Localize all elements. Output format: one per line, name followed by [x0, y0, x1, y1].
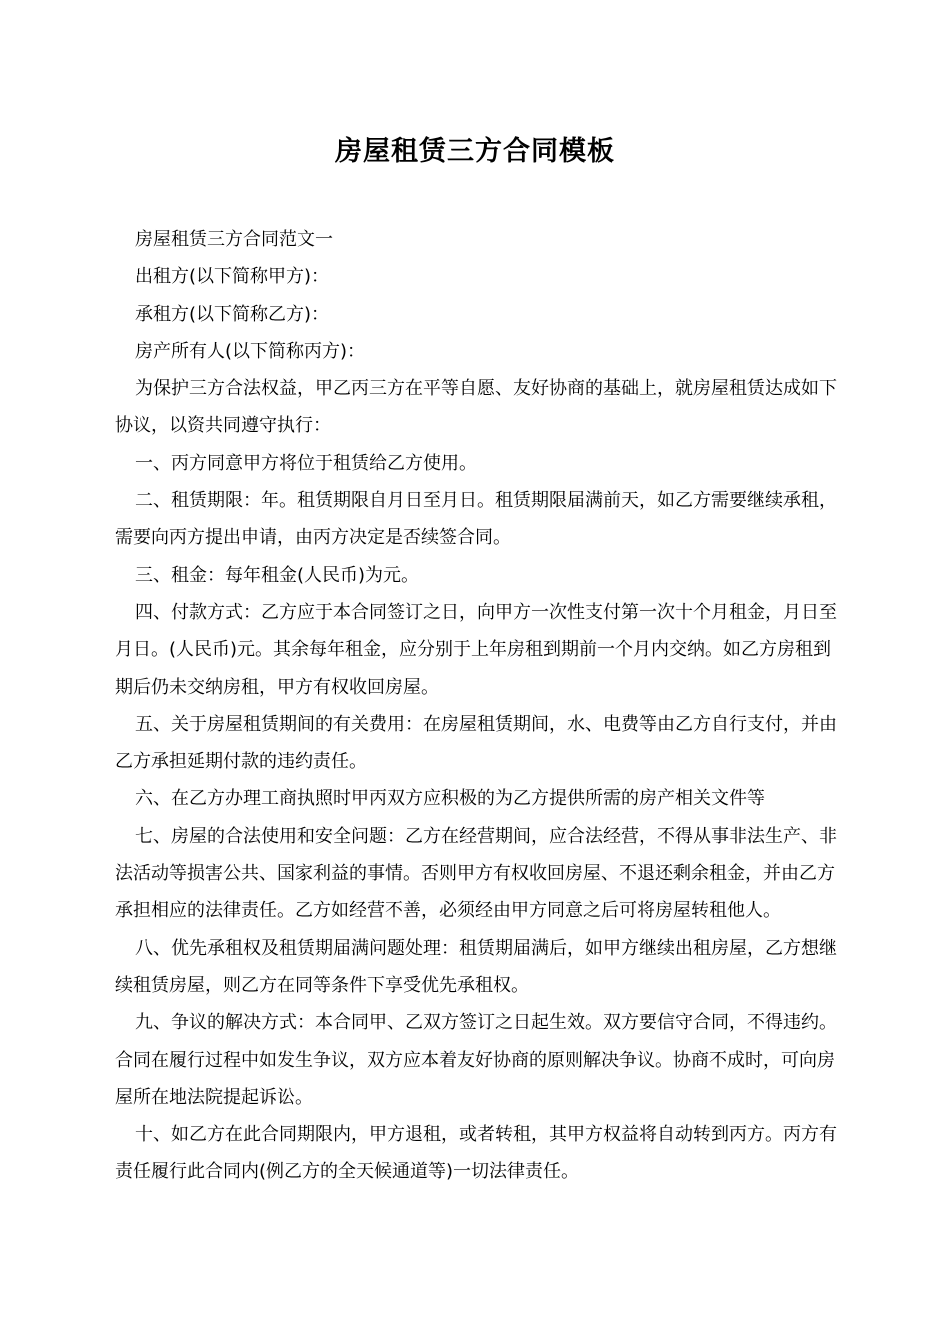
clause-4: 四、付款方式：乙方应于本合同签订之日，向甲方一次性支付第一次十个月租金，月日至月日。(人民币)元。其余每年租金，应分别于上年房租到期前一个月内交纳。如乙方房租到期后仍未交纳房租，甲方有权收回房屋。 [115, 601, 837, 698]
clause-3: 三、租金：每年租金(人民币)为元。 [135, 564, 420, 586]
clause-7: 七、房屋的合法使用和安全问题：乙方在经营期间，应合法经营，不得从事非法生产、非法活动等损害公共、国家利益的事情。否则甲方有权收回房屋、不退还剩余租金，并由乙方承担相应的法律责任。乙方如经营不善，必须经由甲方同意之后可将房屋转租他人。 [115, 825, 837, 922]
paragraph-lessee: 承租方(以下简称乙方)： [135, 303, 330, 325]
document-body [115, 221, 848, 1191]
clause-6: 六、在乙方办理工商执照时甲丙双方应积极的为乙方提供所需的房产相关文件等 [135, 788, 765, 810]
document-title: 房屋租赁三方合同模板 [335, 136, 615, 167]
clause-5: 五、关于房屋租赁期间的有关费用：在房屋租赁期间，水、电费等由乙方自行支付，并由乙方承担延期付款的违约责任。 [115, 713, 837, 773]
clause-1: 一、丙方同意甲方将位于租赁给乙方使用。 [135, 452, 477, 474]
clause-10: 十、如乙方在此合同期限内，甲方退租，或者转租，其甲方权益将自动转到丙方。丙方有责任履行此合同内(例乙方的全天候通道等)一切法律责任。 [115, 1124, 837, 1183]
clause-9: 九、争议的解决方式：本合同甲、乙双方签订之日起生效。双方要信守合同，不得违约。合同在履行过程中如发生争议，双方应本着友好协商的原则解决争议。协商不成时，可向房屋所在地法院提起诉讼。 [115, 1012, 837, 1108]
paragraph-owner: 房产所有人(以下简称丙方)： [135, 340, 366, 362]
paragraph-preamble: 为保护三方合法权益，甲乙丙三方在平等自愿、友好协商的基础上，就房屋租赁达成如下协议，以资共同遵守执行： [115, 378, 837, 437]
clause-8: 八、优先承租权及租赁期届满问题处理：租赁期届满后，如甲方继续出租房屋，乙方想继续租赁房屋，则乙方在同等条件下享受优先承租权。 [115, 937, 837, 996]
paragraph-template-name: 房屋租赁三方合同范文一 [135, 229, 333, 250]
clause-2: 二、租赁期限：年。租赁期限自月日至月日。租赁期限届满前天，如乙方需要继续承租，需要向丙方提出申请，由丙方决定是否续签合同。 [115, 490, 837, 549]
paragraph-lessor: 出租方(以下简称甲方)： [135, 266, 330, 288]
